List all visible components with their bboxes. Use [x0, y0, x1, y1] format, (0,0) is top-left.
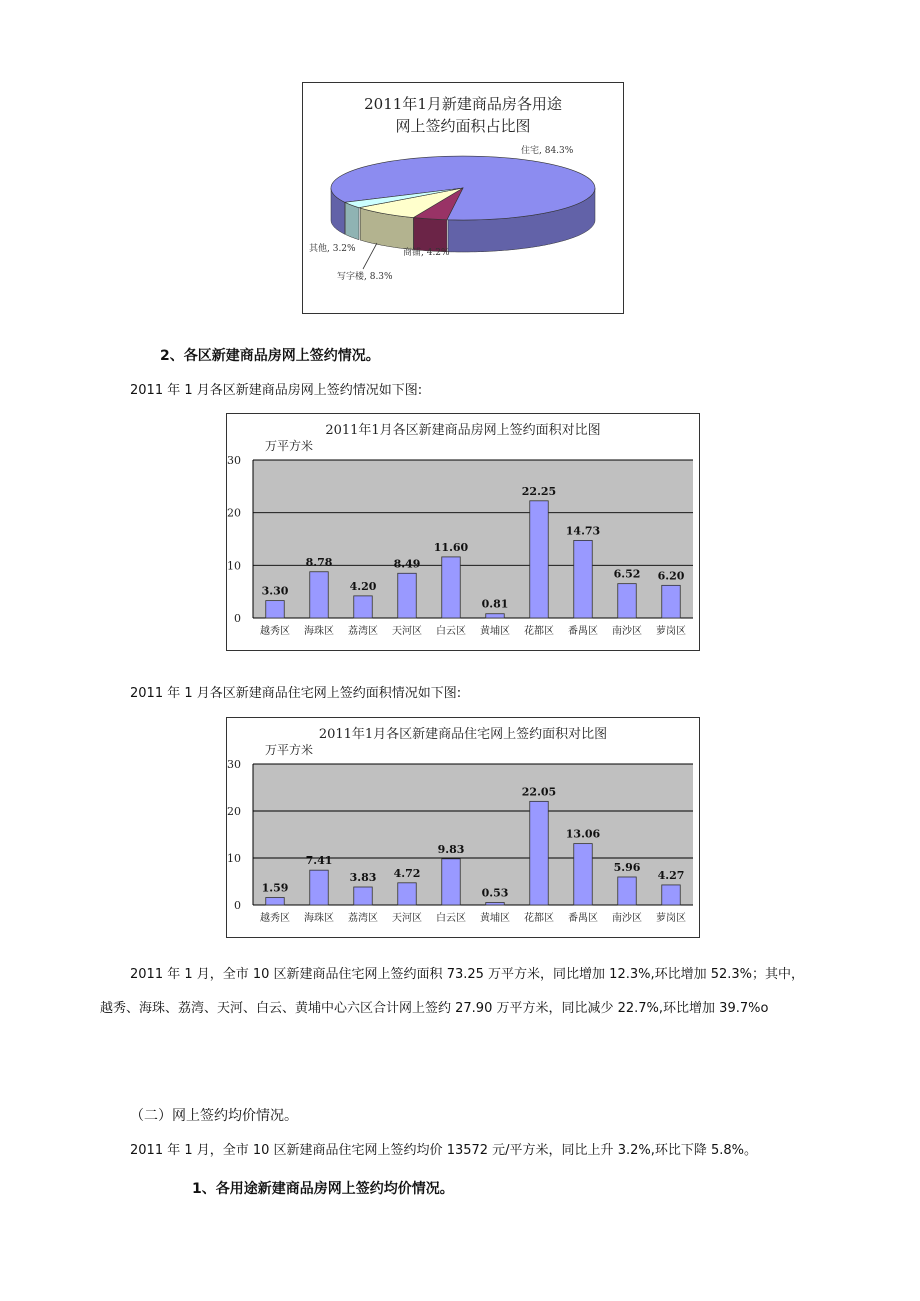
pie-wall-other	[345, 203, 359, 240]
bar-8	[618, 877, 636, 905]
bar-3	[398, 883, 416, 905]
pie-slices	[331, 156, 595, 252]
bar-chart-2-svg	[227, 718, 699, 937]
bar-value-label: 8.49	[393, 557, 421, 571]
bar-chart-1-figure	[226, 413, 700, 651]
bar-8	[618, 584, 636, 618]
x-tick-label: 番禺区	[568, 626, 598, 637]
x-tick-label: 萝岗区	[656, 913, 686, 924]
bar-chart-1-svg	[227, 414, 699, 650]
x-tick-label: 越秀区	[260, 913, 290, 924]
bar-value-label: 4.72	[393, 866, 421, 880]
summary-text: 2011 年 1 月，全市 10 区新建商品住宅网上签约面积 73.25 万平方米，同比增加 12.3%,环比增加 52.3%；其中，越秀、海珠、荔湾、天河、白云、黄埔中心六区合计网上签约 27.90 万平方米，同比减少 22.7%,环比增加 39.7%o	[100, 967, 805, 1016]
summary-paragraph	[100, 958, 815, 1026]
bar-value-label: 6.20	[657, 569, 685, 583]
bar-1	[310, 870, 328, 905]
pie-label-office: 写字楼, 8.3%	[337, 272, 393, 282]
bar-value-label: 8.78	[305, 555, 333, 569]
bar-value-label: 7.41	[305, 854, 333, 868]
bar-0	[266, 601, 284, 618]
bar-value-label: 6.52	[613, 567, 641, 581]
bar-chart-title: 2011年1月各区新建商品房网上签约面积对比图	[325, 423, 601, 438]
pie-chart-figure	[302, 82, 624, 314]
bar-value-label: 1.59	[261, 881, 289, 895]
bar-3	[398, 573, 416, 618]
pie-label-residential: 住宅, 84.3%	[521, 146, 574, 156]
bar-chart-title: 2011年1月各区新建商品住宅网上签约面积对比图	[318, 727, 608, 742]
y-tick-label: 0	[234, 899, 241, 912]
bar-9	[662, 885, 680, 905]
pie-label-commercial: 商铺, 4.2%	[403, 248, 450, 258]
x-tick-label: 越秀区	[260, 626, 290, 637]
bar-5	[486, 903, 504, 905]
y-tick-label: 0	[234, 612, 241, 625]
x-tick-label: 白云区	[436, 913, 466, 924]
y-axis-label: 万平方米	[265, 743, 314, 757]
x-tick-label: 海珠区	[304, 626, 334, 637]
y-tick-label: 30	[227, 758, 241, 771]
x-tick-label: 花都区	[524, 626, 554, 637]
bar-9	[662, 585, 680, 618]
x-tick-label: 南沙区	[612, 913, 642, 924]
x-tick-label: 天河区	[392, 626, 422, 637]
y-axis-label: 万平方米	[265, 439, 314, 453]
x-tick-label: 海珠区	[304, 913, 334, 924]
bar-2	[354, 596, 372, 618]
x-tick-label: 萝岗区	[656, 626, 686, 637]
bar-value-label: 3.30	[261, 584, 289, 598]
bar-4	[442, 557, 460, 618]
bar-1	[310, 572, 328, 618]
pie-wall-commercial	[414, 218, 447, 252]
y-tick-label: 30	[227, 454, 241, 467]
bar-7	[574, 844, 592, 905]
bar-6	[530, 801, 548, 905]
bar-value-label: 0.53	[481, 886, 509, 900]
bar-value-label: 4.27	[657, 868, 685, 882]
bar-0	[266, 898, 284, 905]
bar-2	[354, 887, 372, 905]
x-tick-label: 黄埔区	[480, 626, 510, 637]
bar-value-label: 13.06	[565, 827, 601, 841]
intro-chart2: 2011 年 1 月各区新建商品住宅网上签约面积情况如下图:	[130, 686, 462, 701]
heading-by-use: 1、各用途新建商品房网上签约均价情况。	[192, 1181, 454, 1197]
bar-value-label: 3.83	[349, 870, 377, 884]
bar-5	[486, 614, 504, 618]
bar-6	[530, 501, 548, 618]
bar-7	[574, 540, 592, 618]
intro-chart1: 2011 年 1 月各区新建商品房网上签约情况如下图:	[130, 383, 423, 398]
heading-avg-price: （二）网上签约均价情况。	[130, 1108, 298, 1124]
y-tick-label: 10	[227, 559, 241, 573]
bar-value-label: 5.96	[613, 860, 641, 874]
x-tick-label: 荔湾区	[348, 913, 378, 924]
pie-chart-svg	[303, 83, 623, 313]
x-tick-label: 天河区	[392, 913, 422, 924]
avg-price-paragraph: 2011 年 1 月，全市 10 区新建商品住宅网上签约均价 13572 元/平方米，同比上升 3.2%,环比下降 5.8%。	[130, 1143, 758, 1158]
x-tick-label: 花都区	[524, 913, 554, 924]
x-tick-label: 荔湾区	[348, 626, 378, 637]
pie-title-line2: 网上签约面积占比图	[395, 117, 531, 135]
bar-value-label: 14.73	[565, 524, 601, 538]
heading-districts: 2、各区新建商品房网上签约情况。	[160, 348, 380, 364]
pie-leader-office	[363, 243, 377, 269]
pie-title-line1: 2011年1月新建商品房各用途	[364, 95, 562, 113]
x-tick-label: 黄埔区	[480, 913, 510, 924]
bar-value-label: 4.20	[349, 579, 377, 593]
bar-value-label: 11.60	[433, 540, 469, 554]
pie-label-other: 其他, 3.2%	[309, 244, 356, 254]
y-tick-label: 20	[227, 805, 241, 818]
y-tick-label: 10	[227, 852, 241, 865]
x-tick-label: 南沙区	[612, 626, 642, 637]
bar-value-label: 9.83	[437, 842, 465, 856]
bar-4	[442, 859, 460, 905]
x-tick-label: 番禺区	[568, 913, 598, 924]
bar-value-label: 22.25	[521, 484, 557, 498]
bar-value-label: 22.05	[521, 785, 557, 799]
x-tick-label: 白云区	[436, 626, 466, 637]
bar-chart-2-figure	[226, 717, 700, 938]
bar-value-label: 0.81	[481, 597, 509, 611]
y-tick-label: 20	[227, 506, 241, 520]
